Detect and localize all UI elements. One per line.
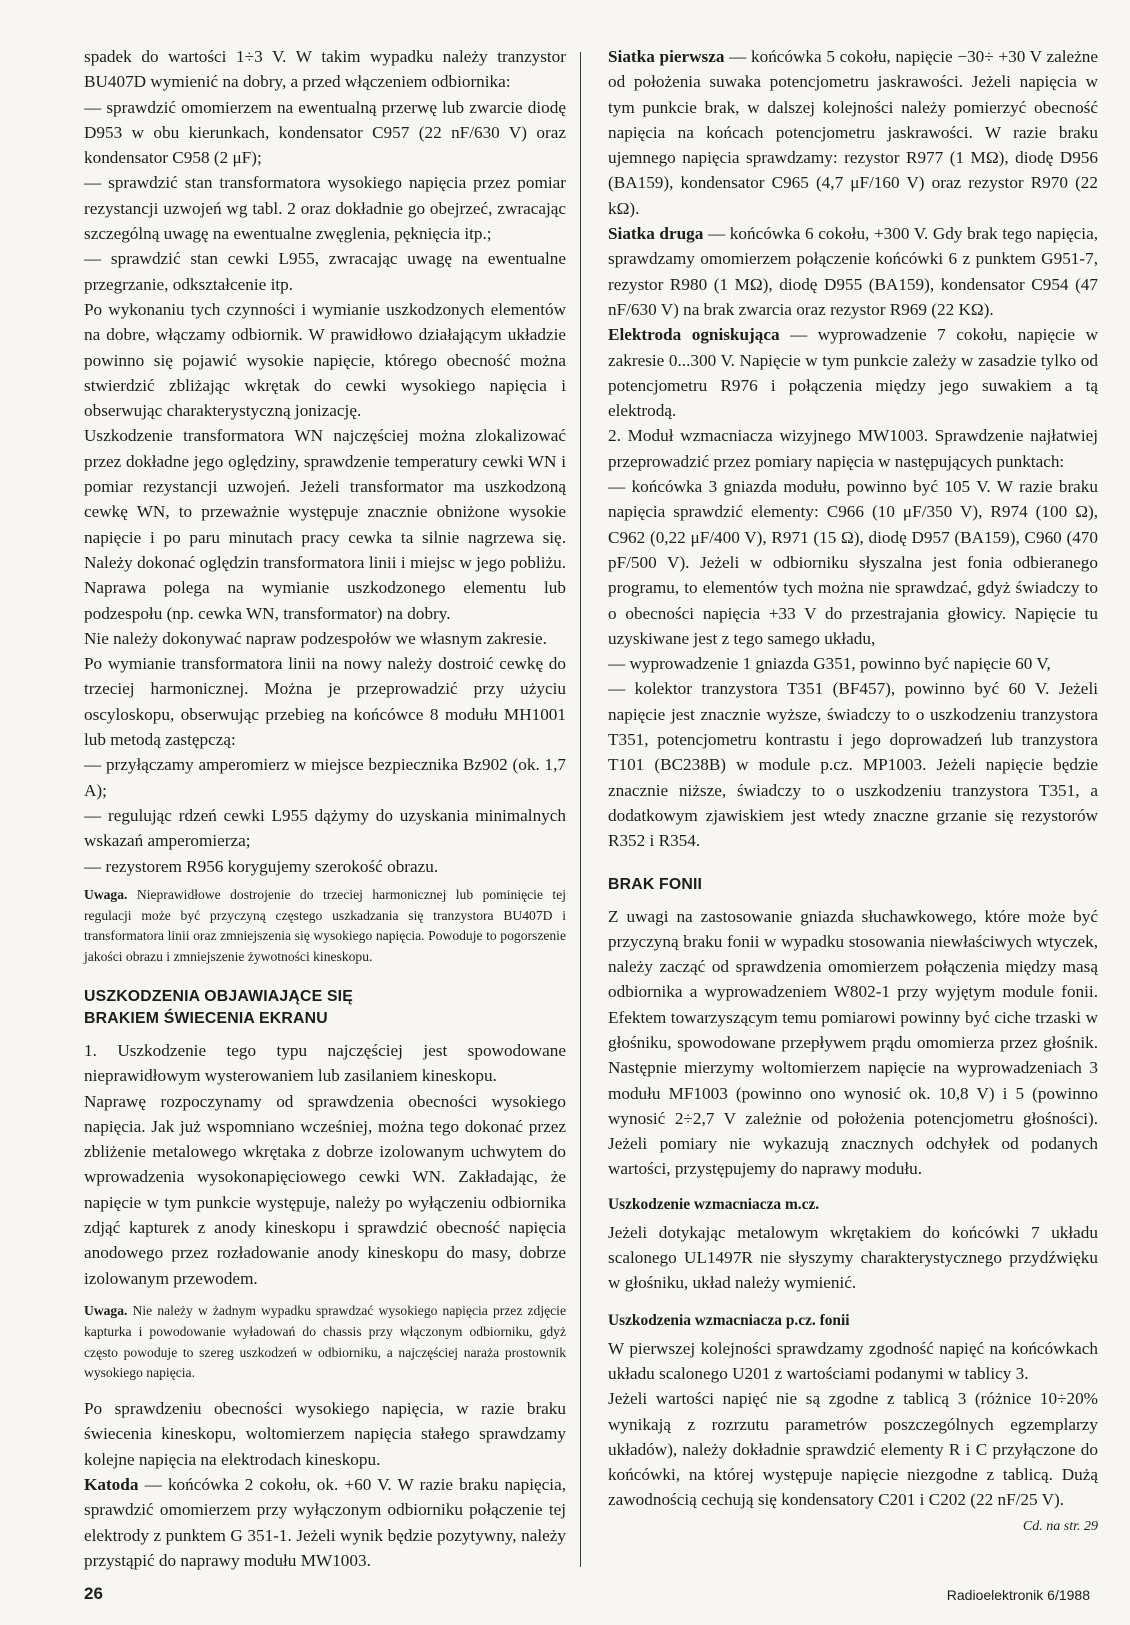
lead-term: Katoda <box>84 1475 139 1495</box>
paragraph: Po wykonaniu tych czynności i wymianie uszkodzonych elementów na dobre, włączamy odbiornik. W prawidłowo działającym układzie powinno się pojawić wysokie napięcie, którego obecność można stwierdzić zbliżając wkrętak do cewki wysokiego napięcia i obserwując charakterystyczną jonizację. <box>84 299 566 421</box>
section-heading <box>608 874 1098 896</box>
heading-line: BRAKIEM ŚWIECENIA EKRANU <box>84 1009 328 1027</box>
page-number: 26 <box>84 1584 103 1603</box>
paragraph <box>84 1472 566 1573</box>
paragraph-text: — końcówka 5 cokołu, napięcie −30÷ +30 V zależne od położenia suwaka potencjometru jaskrawości. Jeżeli napięcia w tym punkcie brak, w dalszej kolejności należy pomierzyć obecność napięcia na końcach potencjometru jaskrawości. W razie braku ujemnego napięcia sprawdzamy: rezystor R977 (1 MΩ), diodę D956 (BA159), kondensator C965 (4,7 μF/160 V) oraz rezystor R970 (22 kΩ). <box>608 47 1098 218</box>
heading-line: BRAK FONII <box>608 875 703 893</box>
left-column <box>84 44 566 1573</box>
paragraph: — sprawdzić omomierzem na ewentualną przerwę lub zwarcie diodę D953 w obu kierunkach, kondensator C957 (22 nF/630 V) oraz kondensator C958 (2 μF); <box>84 97 566 168</box>
lead-term: Elektroda ogniskująca <box>608 325 780 345</box>
lead-term: Siatka pierwsza <box>608 47 725 66</box>
paragraph <box>608 221 1098 322</box>
paragraph-text: — końcówka 2 cokołu, ok. +60 V. W razie braku napięcia, sprawdzić omomierzem przy wyłączonym odbiorniku połączenie tej elektrody z punktem G 351-1. Jeżeli wynik będzie pozytywny, należy przystąpić do naprawy modułu MW1003. <box>84 1475 566 1570</box>
subsection-heading: Uszkodzenie wzmacniacza m.cz. <box>608 1195 820 1213</box>
paragraph: Jeżeli dotykając metalowym wkrętakiem do końcówki 7 układu scalonego UL1497R nie słyszymy charakterystycznego przydźwięku w głośniku, układ należy wymienić. <box>608 1222 1098 1293</box>
paragraph: W pierwszej kolejności sprawdzamy zgodność napięć na końcówkach układu scalonego U201 z wartościami podanymi w tablicy 3. <box>608 1338 1098 1383</box>
paragraph <box>608 322 1098 423</box>
section-heading <box>84 986 566 1030</box>
paragraph: — przyłączamy amperomierz w miejsce bezpiecznika Bz902 (ok. 1,7 A); <box>84 755 566 800</box>
paragraph: — sprawdzić stan cewki L955, zwracając uwagę na ewentualne przegrzanie, odkształcenie itp. <box>84 249 566 294</box>
paragraph: — sprawdzić stan transformatora wysokiego napięcia przez pomiar rezystancji uzwojeń wg tabl. 2 oraz dokładnie go obejrzeć, zwracając szczególną uwagę na ewentualne zwęglenia, pęknięcia itp.; <box>84 173 566 244</box>
paragraph: Z uwagi na zastosowanie gniazda słuchawkowego, które może być przyczyną braku fonii w wypadku stosowania niewłaściwych wtyczek, należy zacząć od sprawdzenia omomierzem połączenia między masą odbiornika a wyprowadzeniem W802-1 przy wyjętym module fonii. Efektem towarzyszącym temu pomiarowi powinny być ciche trzaski w głośniku, spowodowane przepływem prądu omomierza przez głośnik. Następnie mierzymy woltomierzem napięcie na wyprowadzeniach 3 modułu MF1003 (powinno ono wynosić ok. 10,8 V) i 5 (powinno wynosić 2÷2,7 V zależnie od położenia potencjometru głośności). Jeżeli pomiary nie wykazują znacznych odchyłek od podanych wartości, przystępujemy do naprawy modułu. <box>608 906 1098 1179</box>
note-label: Uwaga. <box>84 886 128 902</box>
paragraph: 1. Uszkodzenie tego typu najczęściej jest spowodowane nieprawidłowym wysterowaniem lub zasilaniem kineskopu. <box>84 1040 566 1086</box>
lead-term: Siatka druga <box>608 224 704 244</box>
paragraph: Po wymianie transformatora linii na nowy należy dostroić cewkę do trzeciej harmonicznej. Można je przeprowadzić przy użyciu oscyloskopu, obserwując przebieg na końcówce 8 modułu MH1001 lub metodą zastępczą: <box>84 654 566 750</box>
subsection-heading: Uszkodzenia wzmacniacza p.cz. fonii <box>608 1311 850 1329</box>
paragraph: 2. Moduł wzmacniacza wizyjnego MW1003. Sprawdzenie najłatwiej przeprowadzić przez pomiary napięcia w następujących punktach: <box>608 426 1098 471</box>
note-paragraph <box>84 1301 566 1384</box>
right-column <box>608 44 1098 1535</box>
journal-footer: Radioelektronik 6/1988 <box>946 1587 1090 1603</box>
note-paragraph <box>84 885 566 968</box>
paragraph: — rezystorem R956 korygujemy szerokość obrazu. <box>84 856 439 876</box>
paragraph-text: — końcówka 6 cokołu, +300 V. Gdy brak tego napięcia, sprawdzamy omomierzem połączenie końcówki 6 z punktem G951-7, rezystor R980 (1 MΩ), diodę D955 (BA159), kondensator C954 (47 nF/630 V) na brak zwarcia oraz rezystor R969 (22 KΩ). <box>608 224 1098 319</box>
paragraph-text: — wyprowadzenie 7 cokołu, napięcie w zakresie 0...300 V. Napięcie w tym punkcie zależy w zasadzie tylko od potencjometru R976 i połączenia między jego suwakiem a tą elektrodą. <box>608 325 1098 421</box>
paragraph: — wyprowadzenie 1 gniazda G351, powinno być napięcie 60 V, <box>608 654 1051 674</box>
paragraph: Nie należy dokonywać napraw podzespołów we własnym zakresie. <box>84 628 547 648</box>
heading-line: USZKODZENIA OBJAWIAJĄCE SIĘ <box>84 987 354 1005</box>
paragraph: — regulując rdzeń cewki L955 dążymy do uzyskania minimalnych wskazań amperomierza; <box>84 805 566 851</box>
paragraph: Naprawę rozpoczynamy od sprawdzenia obecności wysokiego napięcia. Jak już wspomniano wcześniej, można tego dokonać przez zbliżenie metalowego wkrętaka z dobrze izolowanym uchwytem do wprowadzenia wysokonapięciowego cewki WN. Zakładając, że napięcie w tym punkcie występuje, należy po wyłączeniu odbiornika zdjąć kapturek z anody kineskopu i sprawdzić obecność napięcia anodowego przez rozładowanie anody kineskopu do masy, dobrze izolowanym przewodem. <box>84 1091 566 1288</box>
note-text: Nie należy w żadnym wypadku sprawdzać wysokiego napięcia przez zdjęcie kapturka i powodowanie wyładowań do chassis przy włączonym odbiorniku, gdyż często powoduje to szereg uszkodzeń w odbiorniku, a najczęściej naraża prostownik wysokiego napięcia. <box>84 1302 566 1381</box>
paragraph: Uszkodzenie transformatora WN najczęściej można zlokalizować przez dokładne jego oględziny, sprawdzenie temperatury cewki WN i pomiar rezystancji uzwojeń. Jeżeli transformator ma uszkodzoną cewkę WN, to przeważnie występuje znacznie obniżone wysokie napięcie i po paru minutach pracy cewka ta silnie nagrzewa się. Należy dokonać oględzin transformatora linii i miejsc w jego pobliżu. Naprawa polega na wymianie uszkodzonego elementu lub podzespołu (np. cewka WN, transformator) na dobry. <box>84 426 566 623</box>
paragraph: — końcówka 3 gniazda modułu, powinno być 105 V. W razie braku napięcia sprawdzić elementy: C966 (10 μF/350 V), R974 (100 Ω), C962 (0,22 μF/400 V), R971 (15 Ω), diodę D957 (BA159), C960 (470 pF/500 V). Jeżeli w odbiorniku słyszalna jest fonia odbieranego programu, to elementów tych można nie sprawdzać, gdyż świadczy to o obecności napięcia +33 V do przestrajania głowicy. Napięcie tu uzyskiwane jest z tego samego układu, <box>608 477 1098 648</box>
note-text: Nieprawidłowe dostrojenie do trzeciej harmonicznej lub pominięcie tej regulacji może być przyczyną częstego uszkadzania się tranzystora BU407D i transformatora linii oraz zmniejszenia się wysokiego napięcia. Powoduje to pogorszenie jakości obrazu i zmniejszenie żywotności kineskopu. <box>84 886 566 965</box>
continuation-note: Cd. na str. 29 <box>1022 1518 1098 1534</box>
paragraph: Jeżeli wartości napięć nie są zgodne z tablicą 3 (różnice 10÷20% wynikają z rozrzutu parametrów poszczególnych egzemplarzy układów), należy dokładnie sprawdzić elementy R i C przyłączone do końcówki, na której występuje napięcie niezgodne z tablicą. Dużą zawodnością cechują się kondensatory C201 i C202 (22 nF/25 V). <box>608 1389 1098 1510</box>
paragraph: spadek do wartości 1÷3 V. W takim wypadku należy tranzystor BU407D wymienić na dobry, a przed włączeniem odbiornika: <box>84 47 566 92</box>
note-label: Uwaga. <box>84 1302 128 1318</box>
paragraph: — kolektor tranzystora T351 (BF457), powinno być 60 V. Jeżeli napięcie jest znacznie wyższe, świadczy to o uszkodzeniu tranzystora T351, potencjometru kontrastu i jego doprowadzeń lub tranzystora T101 (BC238B) w module p.cz. MP1003. Jeżeli napięcie będzie znacznie niższe, świadczy to o uszkodzeniu tranzystora T351, a dodatkowym zjawiskiem jest wtedy znaczne grzanie się rezystorów R352 i R354. <box>608 679 1098 851</box>
paragraph <box>608 44 1098 221</box>
paragraph: Po sprawdzeniu obecności wysokiego napięcia, w razie braku świecenia kineskopu, woltomierzem napięcia stałego sprawdzamy kolejne napięcia na elektrodach kineskopu. <box>84 1399 566 1469</box>
column-divider <box>580 52 581 1567</box>
